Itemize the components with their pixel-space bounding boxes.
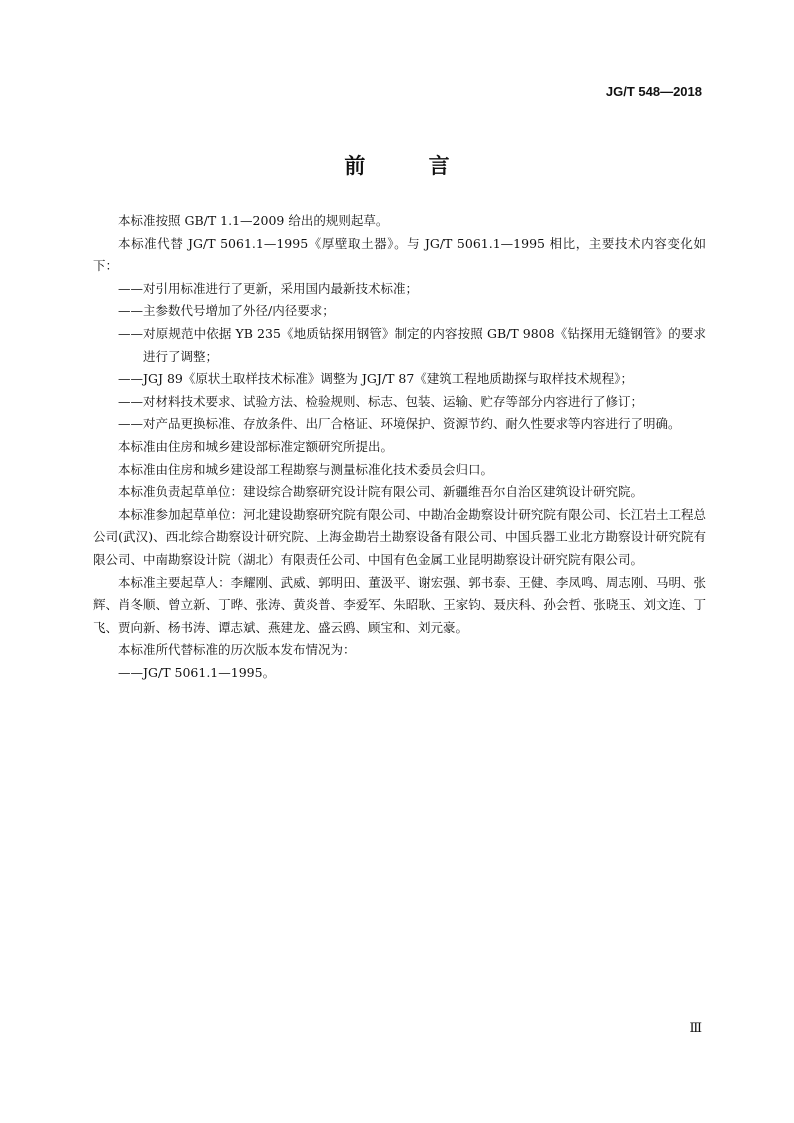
paragraph-proposer: 本标准由住房和城乡建设部标准定额研究所提出。	[118, 438, 394, 454]
paragraph-participating-drafters: 本标准参加起草单位：河北建设勘察研究院有限公司、中勘冶金勘察设计研究院有限公司、长江岩土工程总公司(武汉)、西北综合勘察设计研究院、上海金勘岩土勘察设备有限公司、中国兵器工业北方勘察设计研究院有限公司、中南勘察设计院（湖北）有限责任公司、中国有色金属工业昆明勘察设计研究院有限公司。	[93, 506, 706, 567]
change-item: ——对引用标准进行了更新，采用国内最新技术标准；	[118, 280, 419, 296]
document-body	[93, 210, 706, 684]
standard-code: JG/T 548—2018	[605, 84, 702, 99]
previous-version-item: ——JG/T 5061.1—1995。	[118, 664, 276, 680]
paragraph-lead-drafters: 本标准负责起草单位：建设综合勘察研究设计院有限公司、新疆维吾尔自治区建筑设计研究院。	[118, 484, 644, 500]
change-item: ——对产品更换标准、存放条件、出厂合格证、环境保护、资源节约、耐久性要求等内容进行了明确。	[118, 416, 681, 432]
paragraph-drafting-rules: 本标准按照 GB/T 1.1—2009 给出的规则起草。	[118, 213, 389, 228]
change-item: ——对原规范中依据 YB 235《地质钻探用钢管》制定的内容按照 GB/T 9808《钻探用无缝钢管》的要求进行了调整；	[118, 325, 706, 364]
page-title: 前 言	[344, 154, 478, 178]
paragraph-replaces: 本标准代替 JG/T 5061.1—1995《厚壁取土器》。与 JG/T 5061.1—1995 相比，主要技术内容变化如下：	[93, 235, 706, 274]
change-item: ——JGJ 89《原状土取样技术标准》调整为 JGJ/T 87《建筑工程地质勘探与取样技术规程》；	[118, 371, 634, 387]
change-item: ——主参数代号增加了外径/内径要求；	[118, 303, 335, 319]
paragraph-committee: 本标准由住房和城乡建设部工程勘察与测量标准化技术委员会归口。	[118, 461, 494, 477]
page-number: Ⅲ	[689, 1021, 702, 1036]
change-item: ——对材料技术要求、试验方法、检验规则、标志、包装、运输、贮存等部分内容进行了修订；	[118, 393, 644, 409]
paragraph-main-drafters: 本标准主要起草人：李耀刚、武威、郭明田、董汲平、谢宏强、郭书泰、王健、李凤鸣、周志刚、马明、张辉、肖冬顺、曾立新、丁晔、张涛、黄炎普、李爱军、朱昭耿、王家钧、聂庆科、孙会哲、张晓玉、刘文连、丁飞、贾向新、杨书涛、谭志斌、燕建龙、盛云鸥、顾宝和、刘元豪。	[93, 574, 706, 635]
paragraph-previous-versions: 本标准所代替标准的历次版本发布情况为：	[118, 642, 356, 658]
